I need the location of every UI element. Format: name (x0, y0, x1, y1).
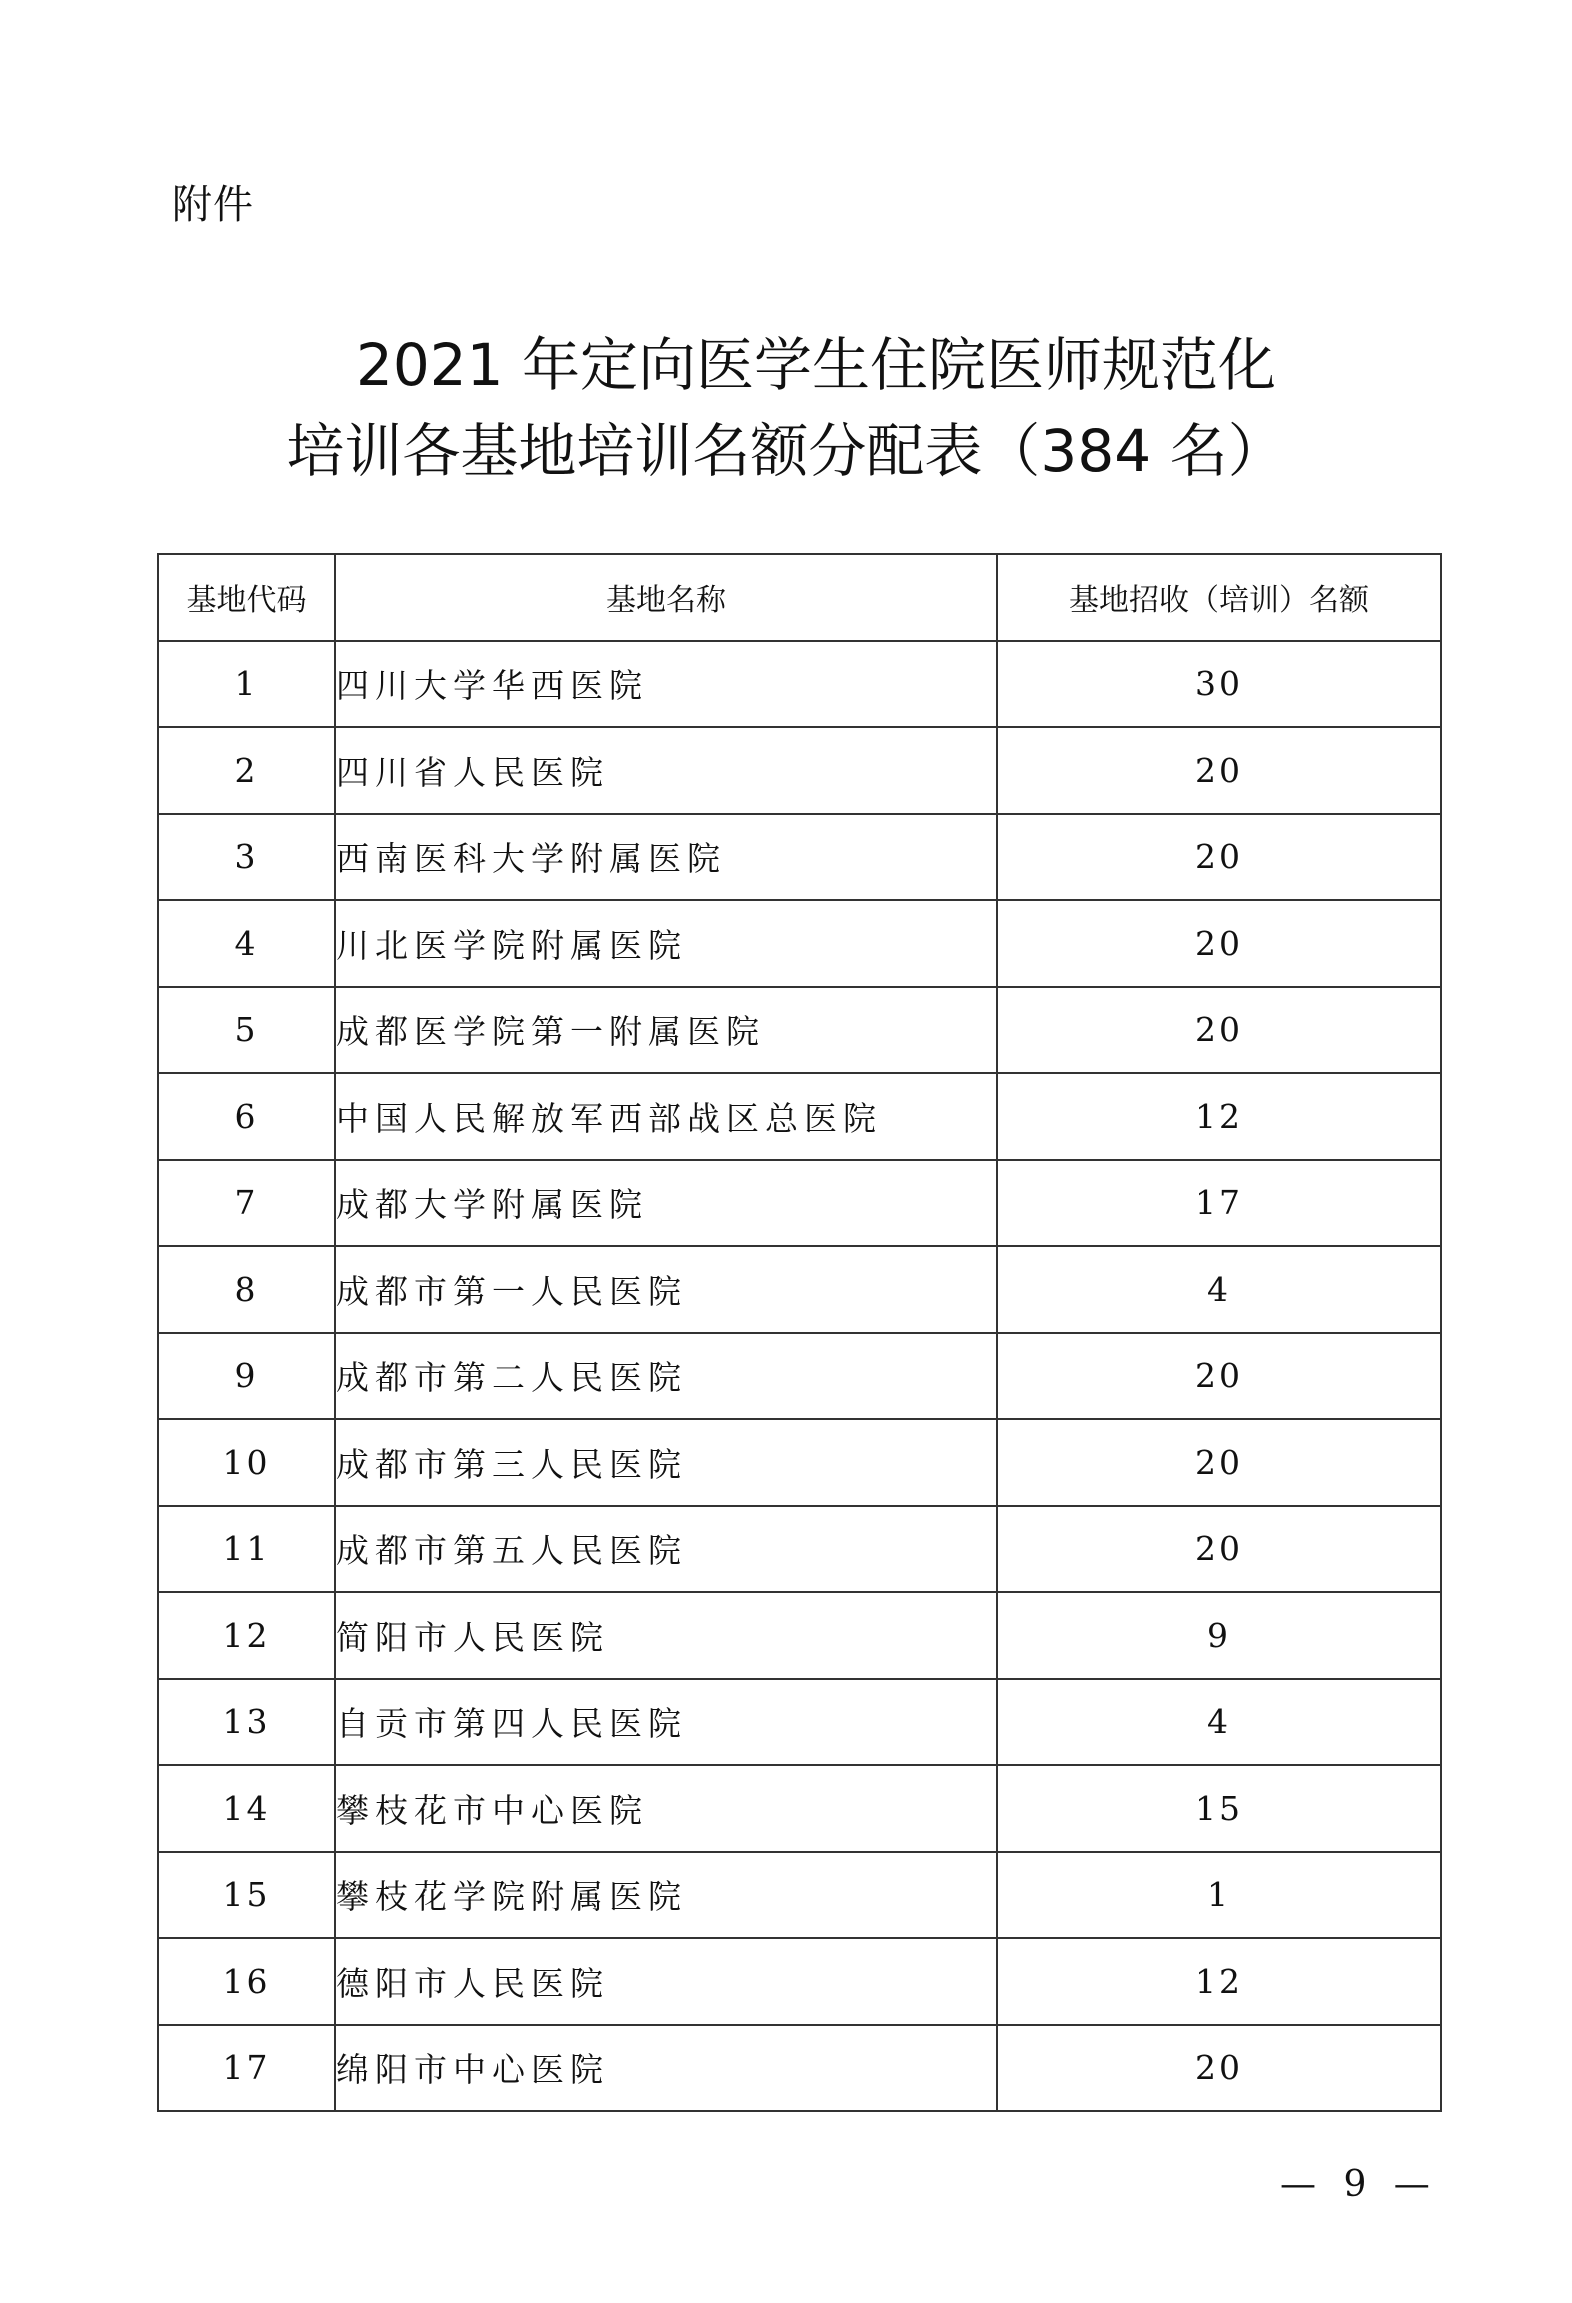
base-code-cell: 12 (158, 1592, 335, 1679)
base-name-cell: 西南医科大学附属医院 (335, 814, 997, 901)
header-base-code: 基地代码 (158, 554, 335, 641)
quota-cell: 12 (997, 1938, 1441, 2025)
document-title (0, 322, 1572, 494)
quota-cell: 20 (997, 900, 1441, 987)
table-row (158, 1765, 1441, 1852)
base-code-cell: 10 (158, 1419, 335, 1506)
base-name-cell: 成都医学院第一附属医院 (335, 987, 997, 1074)
base-code-cell: 14 (158, 1765, 335, 1852)
base-code-cell: 16 (158, 1938, 335, 2025)
quota-allocation-table (157, 553, 1442, 2112)
table-row (158, 1852, 1441, 1939)
quota-cell: 20 (997, 727, 1441, 814)
base-code-cell: 2 (158, 727, 335, 814)
quota-cell: 20 (997, 2025, 1441, 2112)
quota-cell: 9 (997, 1592, 1441, 1679)
table-row (158, 2025, 1441, 2112)
table-header-row (158, 554, 1441, 641)
base-name-cell: 绵阳市中心医院 (335, 2025, 997, 2112)
base-code-cell: 9 (158, 1333, 335, 1420)
header-quota: 基地招收（培训）名额 (997, 554, 1441, 641)
table-row (158, 900, 1441, 987)
quota-cell: 20 (997, 814, 1441, 901)
base-code-cell: 5 (158, 987, 335, 1074)
table-row (158, 1160, 1441, 1247)
base-name-cell: 成都市第五人民医院 (335, 1506, 997, 1593)
quota-cell: 12 (997, 1073, 1441, 1160)
base-name-cell: 成都市第一人民医院 (335, 1246, 997, 1333)
table-row (158, 1419, 1441, 1506)
table-row (158, 1246, 1441, 1333)
base-code-cell: 15 (158, 1852, 335, 1939)
base-code-cell: 7 (158, 1160, 335, 1247)
base-name-cell: 成都市第三人民医院 (335, 1419, 997, 1506)
base-code-cell: 13 (158, 1679, 335, 1766)
title-line-1: 2021 年定向医学生住院医师规范化 (355, 331, 1277, 399)
base-name-cell: 攀枝花学院附属医院 (335, 1852, 997, 1939)
quota-cell: 20 (997, 1419, 1441, 1506)
quota-cell: 17 (997, 1160, 1441, 1247)
quota-cell: 20 (997, 987, 1441, 1074)
base-code-cell: 17 (158, 2025, 335, 2112)
quota-cell: 1 (997, 1852, 1441, 1939)
base-code-cell: 11 (158, 1506, 335, 1593)
base-name-cell: 川北医学院附属医院 (335, 900, 997, 987)
base-name-cell: 成都大学附属医院 (335, 1160, 997, 1247)
base-name-cell: 四川大学华西医院 (335, 641, 997, 728)
title-line-2: 培训各基地培训名额分配表（384 名） (286, 417, 1286, 485)
table-row (158, 814, 1441, 901)
attachment-label: 附件 (172, 182, 254, 228)
quota-cell: 20 (997, 1333, 1441, 1420)
table-row (158, 641, 1441, 728)
header-base-name: 基地名称 (335, 554, 997, 641)
base-code-cell: 4 (158, 900, 335, 987)
table-body (158, 641, 1441, 2112)
base-name-cell: 自贡市第四人民医院 (335, 1679, 997, 1766)
base-name-cell: 简阳市人民医院 (335, 1592, 997, 1679)
base-code-cell: 3 (158, 814, 335, 901)
base-name-cell: 德阳市人民医院 (335, 1938, 997, 2025)
quota-cell: 20 (997, 1506, 1441, 1593)
base-name-cell: 攀枝花市中心医院 (335, 1765, 997, 1852)
quota-cell: 30 (997, 641, 1441, 728)
base-name-cell: 成都市第二人民医院 (335, 1333, 997, 1420)
base-code-cell: 6 (158, 1073, 335, 1160)
table-row (158, 1073, 1441, 1160)
table-row (158, 1506, 1441, 1593)
table-row (158, 1679, 1441, 1766)
base-code-cell: 1 (158, 641, 335, 728)
quota-cell: 4 (997, 1679, 1441, 1766)
table-row (158, 1333, 1441, 1420)
quota-cell: 15 (997, 1765, 1441, 1852)
page-number: — 9 — (1280, 2164, 1438, 2205)
table-row (158, 1938, 1441, 2025)
base-code-cell: 8 (158, 1246, 335, 1333)
table-row (158, 987, 1441, 1074)
base-name-cell: 四川省人民医院 (335, 727, 997, 814)
table-row (158, 727, 1441, 814)
table-row (158, 1592, 1441, 1679)
base-name-cell: 中国人民解放军西部战区总医院 (335, 1073, 997, 1160)
quota-cell: 4 (997, 1246, 1441, 1333)
